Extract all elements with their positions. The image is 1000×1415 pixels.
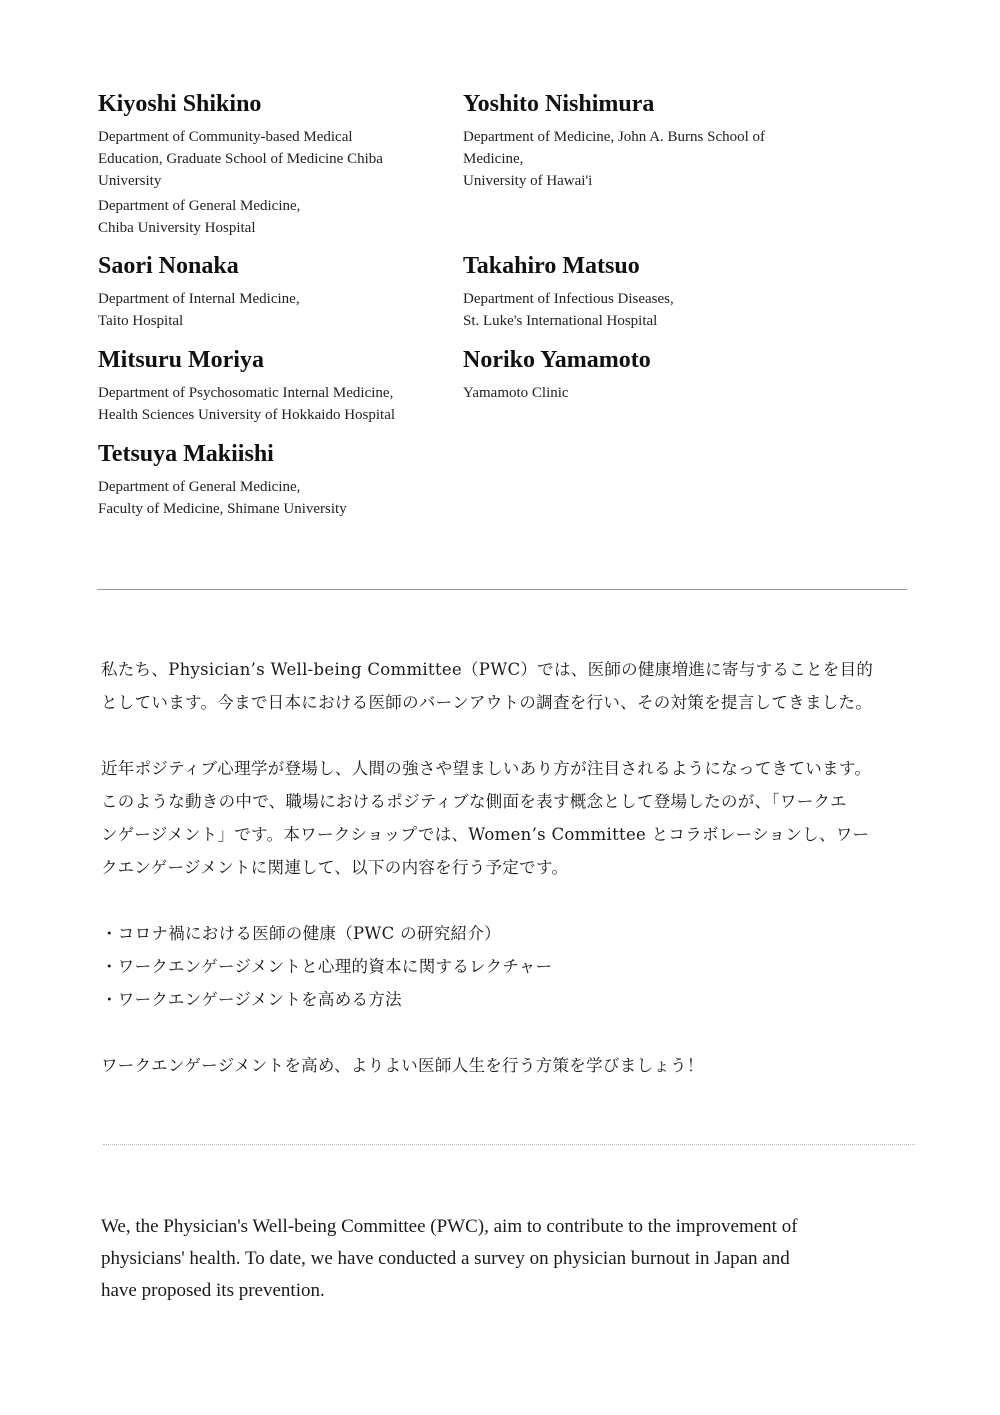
affiliation-line: Education, Graduate School of Medicine Chiba — [98, 151, 383, 167]
affiliation-line: Chiba University Hospital — [98, 220, 256, 236]
speaker-name: Mitsuru Moriya — [98, 347, 264, 373]
affiliation-line: Department of Medicine, John A. Burns School of Medicine, — [463, 129, 766, 167]
speaker-name: Yoshito Nishimura — [463, 91, 655, 117]
affiliation-line: St. Luke's International Hospital — [463, 313, 658, 329]
affiliation-line: Department of Infectious Diseases, — [463, 291, 674, 307]
speaker-affiliation — [463, 382, 828, 404]
speaker-card — [463, 250, 828, 344]
speaker-row — [98, 88, 918, 250]
speaker-name: Kiyoshi Shikino — [98, 91, 262, 117]
paragraph-line: 私たち、Physician’s Well-being Committee（PWC）では、医師の健康増進に寄与することを目的 — [101, 660, 874, 679]
speaker-name: Saori Nonaka — [98, 253, 239, 279]
speaker-affiliation — [463, 126, 828, 192]
affiliation-line: Taito Hospital — [98, 313, 184, 329]
list-item: ・ワークエンゲージメントを高める方法 — [101, 990, 402, 1009]
closing-line: ワークエンゲージメントを高め、よりよい医師人生を行う方策を学びましょう！ — [101, 1056, 704, 1075]
speaker-row — [98, 438, 918, 528]
affiliation-line: Department of General Medicine, — [98, 479, 301, 495]
english-description — [101, 1211, 921, 1307]
affiliation-line: Yamamoto Clinic — [463, 385, 569, 401]
speaker-affiliation — [98, 288, 463, 332]
speaker-card — [463, 344, 828, 438]
japanese-description — [101, 653, 921, 1082]
bullet-list — [101, 917, 921, 1016]
speaker-name: Takahiro Matsuo — [463, 253, 640, 279]
speaker-name: Tetsuya Makiishi — [98, 441, 274, 467]
speaker-card — [98, 438, 463, 528]
affiliation-line: Department of Community-based Medical — [98, 129, 353, 145]
paragraph-line: We, the Physician's Well-being Committee (PWC), aim to contribute to the improvement of — [101, 1216, 798, 1237]
speaker-card — [98, 344, 463, 438]
affiliation-line: Faculty of Medicine, Shimane University — [98, 501, 347, 517]
affiliation-line: Health Sciences University of Hokkaido Hospital — [98, 407, 396, 423]
list-item: ・コロナ禍における医師の健康（PWC の研究紹介） — [101, 924, 501, 943]
background-paragraph — [101, 752, 921, 884]
paragraph-line: physicians' health. To date, we have conducted a survey on physician burnout in Japan and — [101, 1248, 790, 1269]
paragraph-line: クエンゲージメントに関連して、以下の内容を行う予定です。 — [101, 858, 569, 877]
speaker-row — [98, 344, 918, 438]
speaker-name: Noriko Yamamoto — [463, 347, 651, 373]
speaker-card — [98, 250, 463, 344]
dotted-divider — [103, 1144, 915, 1145]
affiliation-line: Department of Psychosomatic Internal Medicine, — [98, 385, 394, 401]
speaker-card — [98, 88, 463, 250]
speaker-affiliation — [98, 476, 463, 520]
speaker-affiliation — [463, 288, 828, 332]
affiliation-line: University of Hawai'i — [463, 173, 593, 189]
paragraph-line: have proposed its prevention. — [101, 1280, 325, 1301]
list-item: ・ワークエンゲージメントと心理的資本に関するレクチャー — [101, 957, 553, 976]
paragraph-line: このような動きの中で、職場におけるポジティブな側面を表す概念として登場したのが、「ワークエ — [101, 792, 847, 811]
section-divider — [97, 589, 907, 590]
affiliation-line: University — [98, 173, 162, 189]
speaker-list — [98, 88, 918, 528]
paragraph-line: ンゲージメント」です。本ワークショップでは、Women’s Committee とコラボレーションし、ワー — [101, 825, 870, 844]
affiliation-line: Department of General Medicine, — [98, 198, 301, 214]
intro-paragraph — [101, 653, 921, 719]
paragraph-line: 近年ポジティブ心理学が登場し、人間の強さや望ましいあり方が注目されるようになってきています。 — [101, 759, 872, 778]
affiliation-line: Department of Internal Medicine, — [98, 291, 300, 307]
speaker-affiliation — [98, 126, 463, 192]
speaker-affiliation — [98, 195, 463, 239]
speaker-affiliation — [98, 382, 463, 426]
paragraph-line: としています。今まで日本における医師のバーンアウトの調査を行い、その対策を提言してきました。 — [101, 693, 873, 712]
speaker-card — [463, 88, 828, 250]
speaker-row — [98, 250, 918, 344]
